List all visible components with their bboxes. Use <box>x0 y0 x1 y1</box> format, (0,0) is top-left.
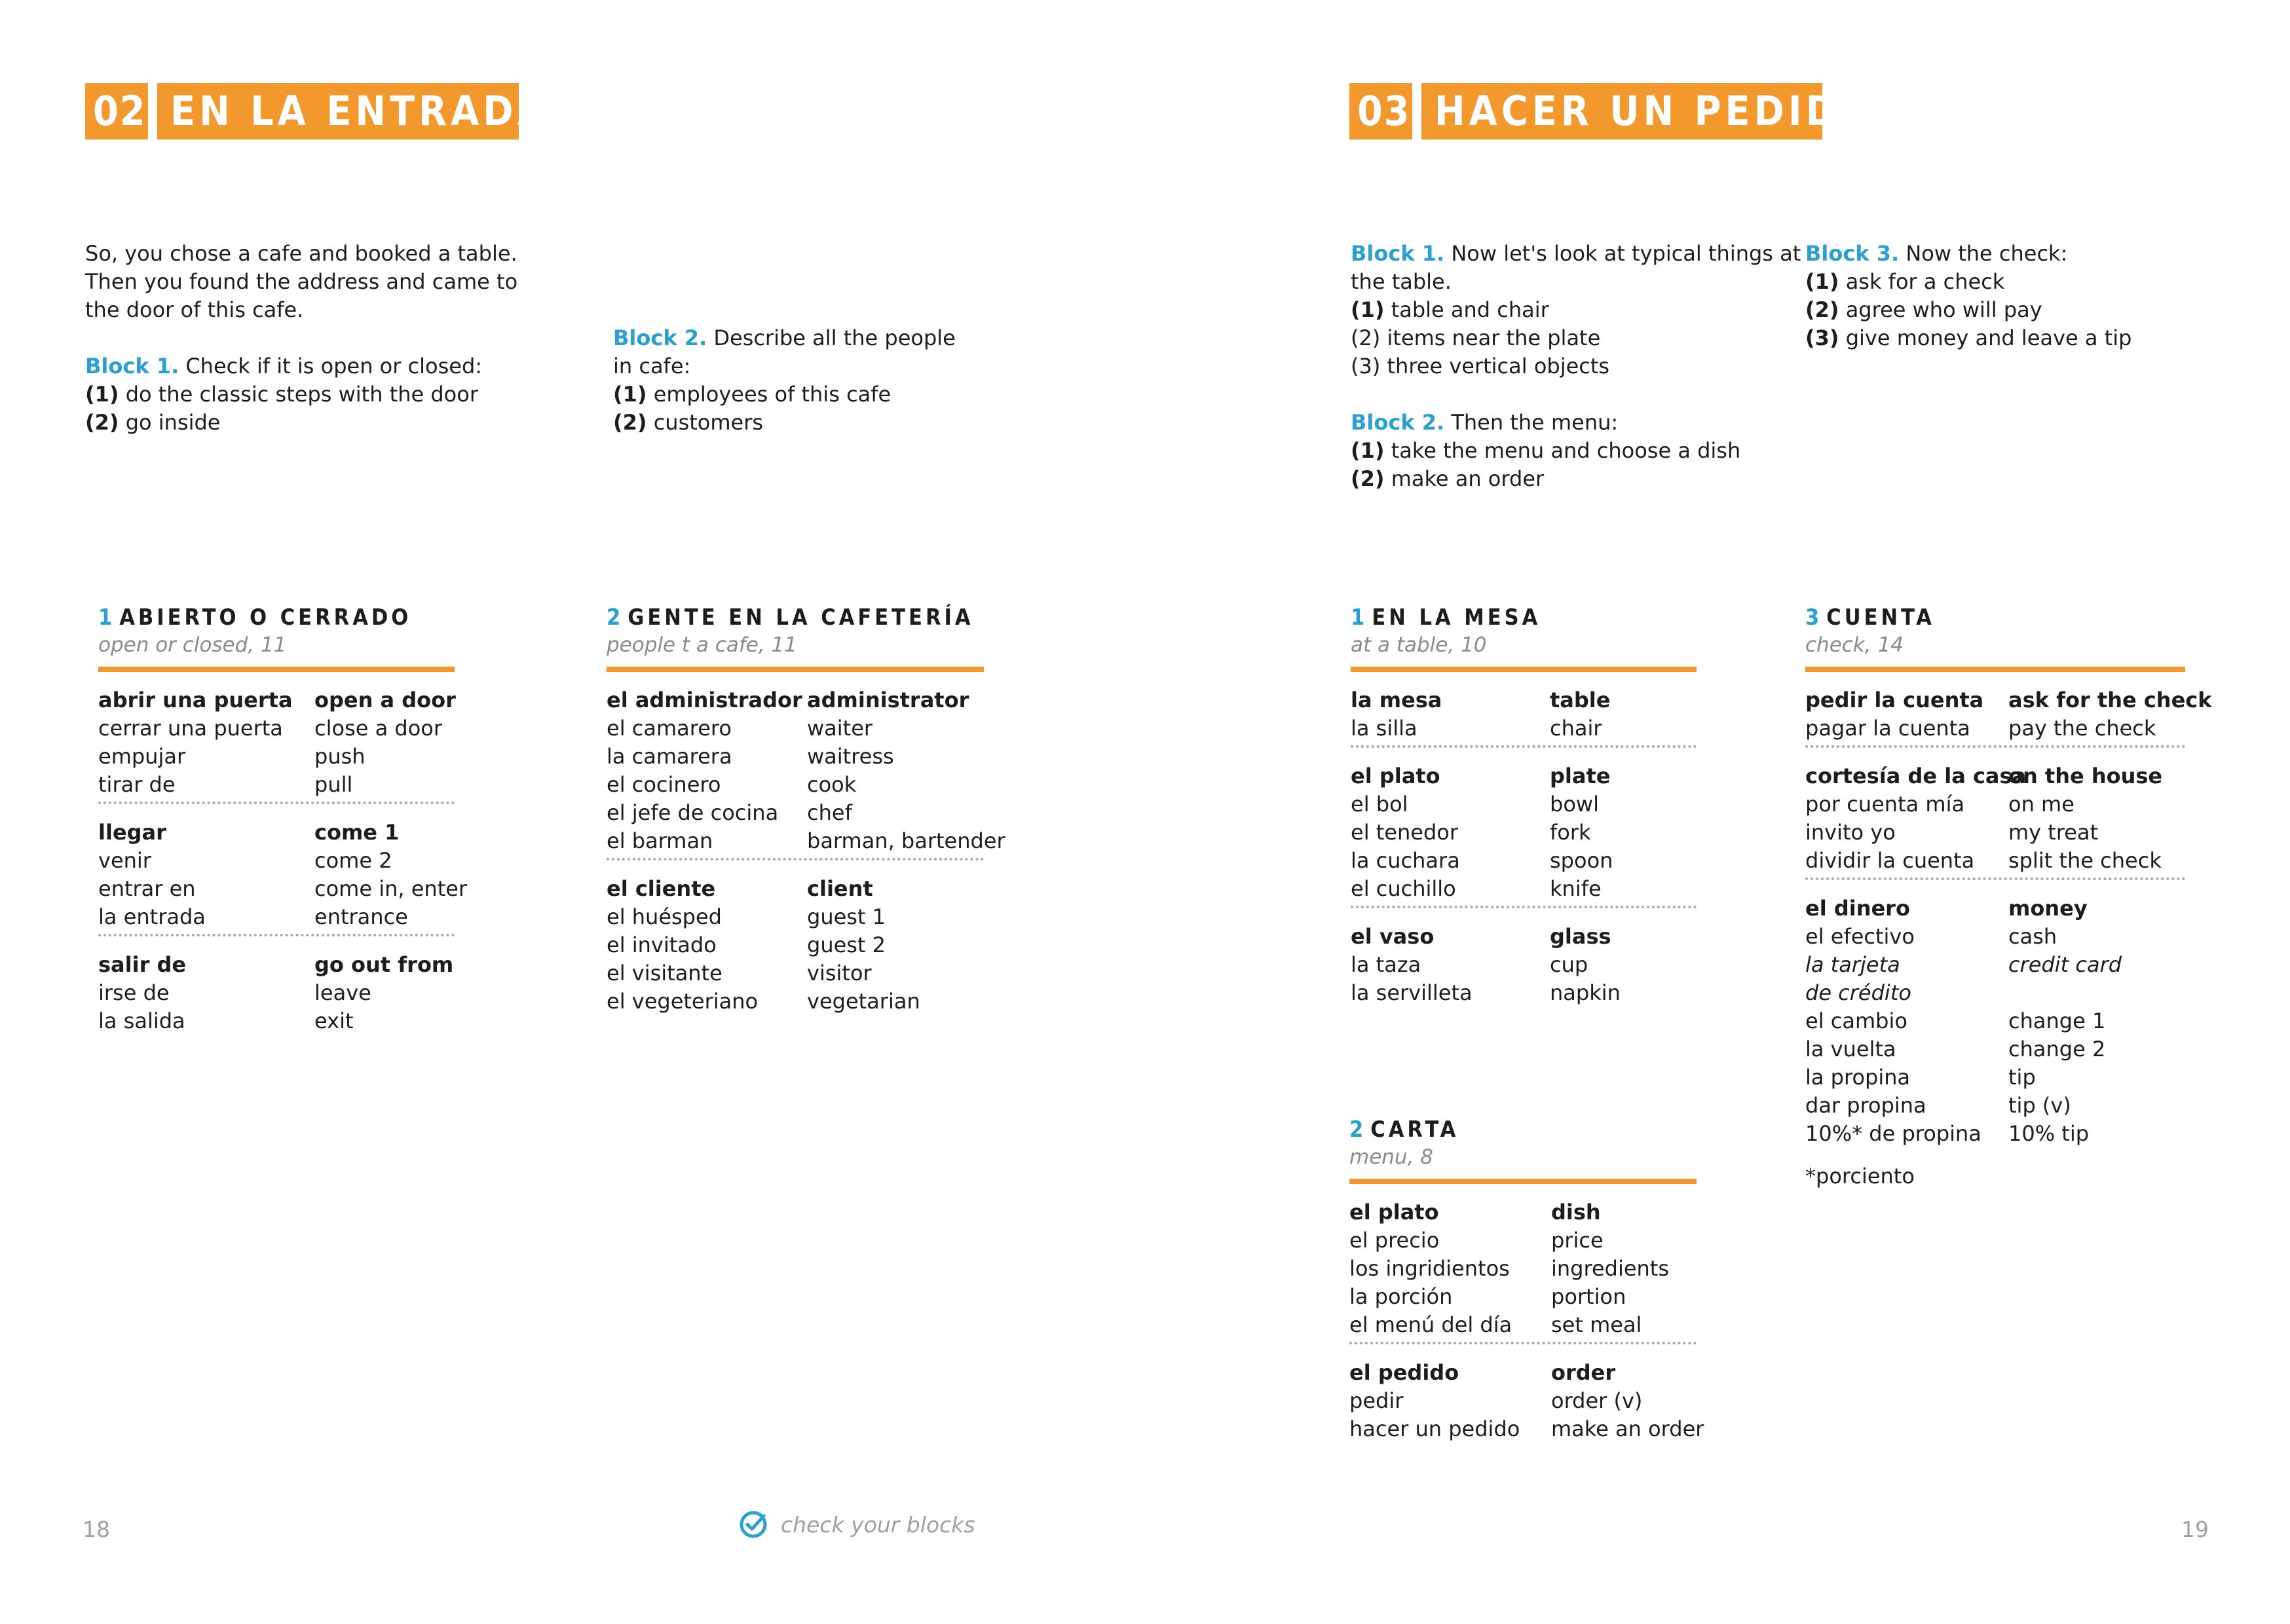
block-item-text: employees of this cafe <box>647 382 892 407</box>
spanish-term: la mesa <box>1351 688 1442 712</box>
vocab-row <box>607 827 1005 855</box>
block-item <box>85 380 517 409</box>
english-term: tip (v) <box>2008 1093 2071 1118</box>
block-item-text: go inside <box>119 410 221 435</box>
english-term: change 2 <box>2008 1037 2106 1061</box>
spanish-term: 10%* de propina <box>1805 1121 1981 1146</box>
vocab-row <box>98 951 455 979</box>
english-term: change 1 <box>2008 1008 2106 1033</box>
spanish-term: el barman <box>607 828 713 853</box>
section-divider <box>1805 667 2185 672</box>
english-term: pay the check <box>2008 716 2156 741</box>
vocab-section <box>1349 1116 1704 1446</box>
english-term: table <box>1550 688 1611 712</box>
vocab-row <box>1351 762 1697 790</box>
vocab-row <box>1805 1120 2185 1148</box>
chapter-title-text: EN LA ENTRADA <box>170 87 550 135</box>
section-number: 3 <box>1805 604 1820 631</box>
vocab-row <box>1805 951 2185 979</box>
vocab-row <box>1349 1311 1697 1339</box>
block-item-text: ask for a check <box>1839 269 2005 294</box>
english-term: exit <box>314 1008 354 1033</box>
vocab-group <box>98 672 455 802</box>
footnote: *porciento <box>1805 1164 1915 1189</box>
spanish-term: de crédito <box>1805 980 1911 1005</box>
spanish-term: dar propina <box>1805 1093 1926 1118</box>
english-term: price <box>1551 1228 1604 1253</box>
block-item <box>1805 296 2131 324</box>
english-term: fork <box>1550 820 1591 845</box>
vocab-row <box>1351 875 1697 903</box>
vocab-row <box>1351 951 1697 979</box>
section-subtitle: check, 14 <box>1805 633 1904 657</box>
vocab-row <box>1351 686 1697 714</box>
spanish-term: el cuchillo <box>1351 876 1456 901</box>
spanish-term: irse de <box>98 980 170 1005</box>
spanish-term: por cuenta mía <box>1805 792 1965 817</box>
spanish-term: el cocinero <box>607 772 721 797</box>
section-subtitle: at a table, 10 <box>1351 633 1487 657</box>
spanish-term: dividir la cuenta <box>1805 848 1975 873</box>
block-label: Block 3. <box>1805 241 1900 266</box>
vocab-row <box>1349 1387 1697 1415</box>
spanish-term: la silla <box>1351 716 1417 741</box>
vocab-row <box>607 799 984 827</box>
spanish-term: la servilleta <box>1351 980 1473 1005</box>
vocab-row <box>607 714 984 743</box>
spanish-term: el plato <box>1349 1200 1439 1225</box>
english-term: leave <box>314 980 371 1005</box>
spanish-term: el administrador <box>607 688 802 712</box>
block-1-heading <box>85 352 517 380</box>
block-label: Block 2. <box>1351 410 1445 435</box>
vocab-row <box>1349 1255 1697 1283</box>
spanish-term: cerrar una puerta <box>98 716 283 741</box>
check-circle-icon <box>739 1510 768 1539</box>
vocab-row <box>607 931 984 959</box>
vocab-row <box>1805 790 2185 819</box>
section-divider <box>98 667 455 672</box>
spanish-term: tirar de <box>98 772 176 797</box>
english-term: come 2 <box>314 848 392 873</box>
block-item <box>1351 324 1801 352</box>
english-term: spoon <box>1550 848 1613 873</box>
vocab-row <box>1351 790 1697 819</box>
english-term: napkin <box>1550 980 1621 1005</box>
vocab-row <box>1351 819 1697 847</box>
section-title-text: GENTE EN LA CAFETERÍA <box>628 604 974 631</box>
spanish-term: los ingridientos <box>1349 1256 1510 1281</box>
vocab-row <box>98 771 455 799</box>
spanish-term: pedir <box>1349 1388 1404 1413</box>
block-2-text <box>613 324 956 437</box>
vocab-group <box>1805 745 2185 877</box>
vocab-row <box>1351 923 1697 951</box>
block-item-text: items near the plate <box>1380 325 1601 350</box>
spanish-term: el cliente <box>607 876 716 901</box>
block-item-text: table and chair <box>1384 297 1549 322</box>
english-term: vegetarian <box>807 989 920 1014</box>
vocab-row <box>1349 1283 1697 1311</box>
section-divider <box>1349 1179 1697 1184</box>
block-1-heading <box>1351 240 1801 268</box>
intro-line: So, you chose a cafe and booked a table. <box>85 241 517 266</box>
english-term: client <box>807 876 873 901</box>
intro-text <box>85 240 517 437</box>
block-item-num: (3) <box>1351 354 1381 378</box>
block-item <box>1351 465 1801 493</box>
english-term: glass <box>1550 924 1611 949</box>
vocab-group <box>1349 1342 1704 1446</box>
block-item-num: (2) <box>85 410 119 435</box>
english-term: 10% tip <box>2008 1121 2090 1146</box>
block-text: Describe all the people <box>707 325 956 350</box>
english-term: guest 2 <box>807 932 886 957</box>
block-item-text: agree who will pay <box>1839 297 2042 322</box>
spanish-term: el plato <box>1351 764 1440 788</box>
section-title-text: CARTA <box>1370 1116 1459 1143</box>
vocab-row <box>1805 819 2185 847</box>
block-item-text: do the classic steps with the door <box>119 382 478 407</box>
spanish-term: salir de <box>98 952 187 977</box>
vocab-row <box>1805 847 2185 875</box>
vocab-section <box>607 604 1005 1018</box>
block-item <box>85 409 517 437</box>
section-number: 2 <box>607 604 622 631</box>
english-term: entrance <box>314 904 408 929</box>
section-number: 1 <box>1351 604 1366 631</box>
chapter-page-ref: 32 <box>1881 90 1907 115</box>
vocab-row <box>98 1007 455 1035</box>
vocab-row <box>1805 923 2185 951</box>
spanish-term: la taza <box>1351 952 1421 977</box>
english-term: cup <box>1550 952 1588 977</box>
vocab-row <box>607 903 984 931</box>
spanish-term: la tarjeta <box>1805 952 1900 977</box>
section-subtitle: open or closed, 11 <box>98 633 287 657</box>
spanish-term: entrar en <box>98 876 196 901</box>
block-item <box>1351 296 1801 324</box>
spanish-term: la salida <box>98 1008 185 1033</box>
spanish-term: la porción <box>1349 1284 1453 1309</box>
english-term: go out from <box>314 952 454 977</box>
english-term: push <box>314 744 366 769</box>
english-term: chair <box>1550 716 1602 741</box>
spanish-term: el dinero <box>1805 896 1910 921</box>
english-term: on the house <box>2008 764 2163 788</box>
check-your-blocks[interactable] <box>739 1510 975 1539</box>
block-item-num: (3) <box>1805 325 1839 350</box>
section-title-text: CUENTA <box>1826 604 1935 631</box>
chapter-number: 03 <box>1349 83 1412 139</box>
english-term: administrator <box>807 688 969 712</box>
section-title <box>1351 604 1697 631</box>
block-text: Check if it is open or closed: <box>179 354 483 378</box>
block-item-text: make an order <box>1384 466 1545 491</box>
block-label: Block 2. <box>613 325 707 350</box>
vocab-row <box>1805 1092 2185 1120</box>
english-term: order <box>1551 1360 1616 1385</box>
block-item <box>613 409 956 437</box>
english-term: set meal <box>1551 1312 1642 1337</box>
vocab-row <box>98 819 455 847</box>
vocab-row <box>1349 1227 1697 1255</box>
spanish-term: el jefe de cocina <box>607 800 779 825</box>
english-term: ingredients <box>1551 1256 1670 1281</box>
block-item-text: give money and leave a tip <box>1839 325 2132 350</box>
vocab-row <box>607 686 984 714</box>
chapter-title <box>157 83 582 139</box>
vocab-row <box>1349 1415 1704 1443</box>
vocab-group <box>1351 745 1697 906</box>
vocab-group <box>607 672 1005 858</box>
block-item <box>613 380 956 409</box>
spanish-term: el efectivo <box>1805 924 1915 949</box>
english-term: ask for the check <box>2008 688 2212 712</box>
section-divider <box>1351 667 1697 672</box>
page-number: 18 <box>83 1517 110 1542</box>
block-item-text: customers <box>647 410 764 435</box>
vocab-row <box>98 686 455 714</box>
vocab-row <box>1351 979 1697 1007</box>
spanish-term: el bol <box>1351 792 1408 817</box>
section-number: 1 <box>98 604 113 631</box>
spanish-term: el invitado <box>607 932 717 957</box>
english-term: barman, bartender <box>807 828 1005 853</box>
vocab-row <box>98 979 455 1007</box>
section-divider <box>607 667 984 672</box>
block-item-num: (2) <box>613 410 647 435</box>
vocab-group <box>1805 877 2185 1151</box>
english-term: tip <box>2008 1065 2036 1090</box>
spanish-term: el huésped <box>607 904 722 929</box>
english-term: waiter <box>807 716 873 741</box>
block-2-heading <box>1351 409 1801 437</box>
vocab-section <box>1805 604 2212 1190</box>
vocab-group <box>607 858 984 1018</box>
block-text: Then the menu: <box>1444 410 1619 435</box>
section-number: 2 <box>1349 1116 1364 1143</box>
vocab-row <box>1349 1198 1697 1227</box>
spanish-term: el tenedor <box>1351 820 1458 845</box>
english-term: open a door <box>314 688 456 712</box>
english-term: order (v) <box>1551 1388 1643 1413</box>
english-term: guest 1 <box>807 904 886 929</box>
vocab-row <box>1805 686 2212 714</box>
english-term: waitress <box>807 744 894 769</box>
vocab-row <box>98 714 455 743</box>
spanish-term: pedir la cuenta <box>1805 688 1984 712</box>
intro-line: Then you found the address and came to <box>85 269 518 294</box>
block-3-text <box>1805 240 2131 352</box>
spanish-term: el vegeteriano <box>607 989 759 1014</box>
spanish-term: hacer un pedido <box>1349 1416 1520 1441</box>
english-term: visitor <box>807 961 872 986</box>
english-term: close a door <box>314 716 442 741</box>
block-3-heading <box>1805 240 2131 268</box>
spanish-term: pagar la cuenta <box>1805 716 1970 741</box>
vocab-row <box>98 903 455 931</box>
spanish-term: empujar <box>98 744 186 769</box>
section-subtitle: people t a cafe, 11 <box>607 633 797 657</box>
english-term: dish <box>1551 1200 1601 1225</box>
block-item-text: three vertical objects <box>1380 354 1610 378</box>
section-title <box>607 604 984 631</box>
vocab-row <box>1351 714 1697 743</box>
section-title-text: ABIERTO O CERRADO <box>119 604 412 631</box>
section-title-text: EN LA MESA <box>1372 604 1541 631</box>
english-term: pull <box>314 772 353 797</box>
vocab-row <box>1805 1007 2185 1035</box>
vocab-row <box>607 875 984 903</box>
vocab-group <box>1349 1184 1697 1342</box>
vocab-row <box>98 875 468 903</box>
vocab-row <box>607 743 984 771</box>
block-item-num: (1) <box>1351 297 1385 322</box>
spanish-term: el visitante <box>607 961 723 986</box>
vocab-row <box>1805 714 2185 743</box>
english-term: bowl <box>1550 792 1599 817</box>
english-term: come in, enter <box>314 876 468 901</box>
english-term: split the check <box>2008 848 2162 873</box>
english-term: plate <box>1550 764 1611 788</box>
chapter-page-ref: 22 <box>555 90 582 115</box>
vocab-row <box>1349 1359 1697 1387</box>
block-item-num: (2) <box>1351 466 1385 491</box>
chapter-title <box>1421 83 1907 139</box>
vocab-group <box>1351 906 1697 1010</box>
block-2-heading <box>613 324 956 352</box>
english-term: portion <box>1551 1284 1626 1309</box>
vocab-row <box>1351 847 1697 875</box>
block-text: Now let's look at typical things at <box>1444 241 1801 266</box>
section-title <box>98 604 455 631</box>
vocab-row <box>1805 1035 2185 1063</box>
intro-line: the door of this cafe. <box>85 297 304 322</box>
chapter-title-text: HACER UN PEDIDO <box>1435 87 1875 135</box>
english-term: come 1 <box>314 820 400 845</box>
spanish-term: la vuelta <box>1805 1037 1896 1061</box>
block-item-text: take the menu and choose a dish <box>1384 438 1741 463</box>
spanish-term: llegar <box>98 820 166 845</box>
vocab-group <box>98 802 468 934</box>
english-term: knife <box>1550 876 1602 901</box>
vocab-row <box>1805 762 2185 790</box>
english-term: credit card <box>2008 952 2122 977</box>
english-term: chef <box>807 800 852 825</box>
english-term: money <box>2008 896 2088 921</box>
section-title <box>1349 1116 1697 1143</box>
vocab-row <box>607 959 984 987</box>
spanish-term: abrir una puerta <box>98 688 293 712</box>
block-item-num: (1) <box>1805 269 1839 294</box>
english-term: make an order <box>1551 1416 1704 1441</box>
page-number: 19 <box>2181 1517 2209 1542</box>
block-item <box>1805 324 2131 352</box>
english-term: on me <box>2008 792 2074 817</box>
vocab-group <box>98 934 455 1038</box>
block-item-num: (2) <box>1805 297 1839 322</box>
english-term: my treat <box>2008 820 2099 845</box>
block-text-cont: in cafe: <box>613 354 691 378</box>
block-item-num: (2) <box>1351 325 1381 350</box>
spanish-term: el cambio <box>1805 1008 1907 1033</box>
block-item-num: (1) <box>1351 438 1385 463</box>
spanish-term: el menú del día <box>1349 1312 1512 1337</box>
vocab-group <box>1805 672 2212 745</box>
block-item <box>1805 268 2131 296</box>
check-label: check your blocks <box>781 1511 975 1538</box>
english-term: cook <box>807 772 857 797</box>
english-term: cash <box>2008 924 2057 949</box>
spanish-term: el pedido <box>1349 1360 1459 1385</box>
spanish-term: cortesía de la casa <box>1805 764 2027 788</box>
section-subtitle: menu, 8 <box>1349 1145 1433 1169</box>
block-text-cont: the table. <box>1351 269 1452 294</box>
chapter-number: 02 <box>85 83 148 139</box>
vocab-row <box>1805 979 2185 1007</box>
block-item-num: (1) <box>85 382 119 407</box>
vocab-row <box>1805 1063 2185 1092</box>
vocab-section <box>98 604 468 1038</box>
spanish-term: la entrada <box>98 904 206 929</box>
spanish-term: el precio <box>1349 1228 1440 1253</box>
spanish-term: invito yo <box>1805 820 1896 845</box>
vocab-group <box>1351 672 1697 745</box>
vocab-row <box>98 847 455 875</box>
block-1-text <box>1351 240 1801 493</box>
spanish-term: la camarera <box>607 744 732 769</box>
spanish-term: el vaso <box>1351 924 1435 949</box>
vocab-row <box>98 743 455 771</box>
spanish-term: la propina <box>1805 1065 1911 1090</box>
block-label: Block 1. <box>85 354 179 378</box>
block-label: Block 1. <box>1351 241 1445 266</box>
vocab-row <box>607 771 984 799</box>
spanish-term: el camarero <box>607 716 732 741</box>
section-title <box>1805 604 2185 631</box>
block-text: Now the check: <box>1899 241 2068 266</box>
vocab-row <box>1805 895 2185 923</box>
block-item <box>1351 352 1801 380</box>
block-item-num: (1) <box>613 382 647 407</box>
spanish-term: la cuchara <box>1351 848 1460 873</box>
vocab-section <box>1351 604 1697 1010</box>
block-item <box>1351 437 1801 465</box>
vocab-row <box>607 987 984 1016</box>
spanish-term: venir <box>98 848 151 873</box>
